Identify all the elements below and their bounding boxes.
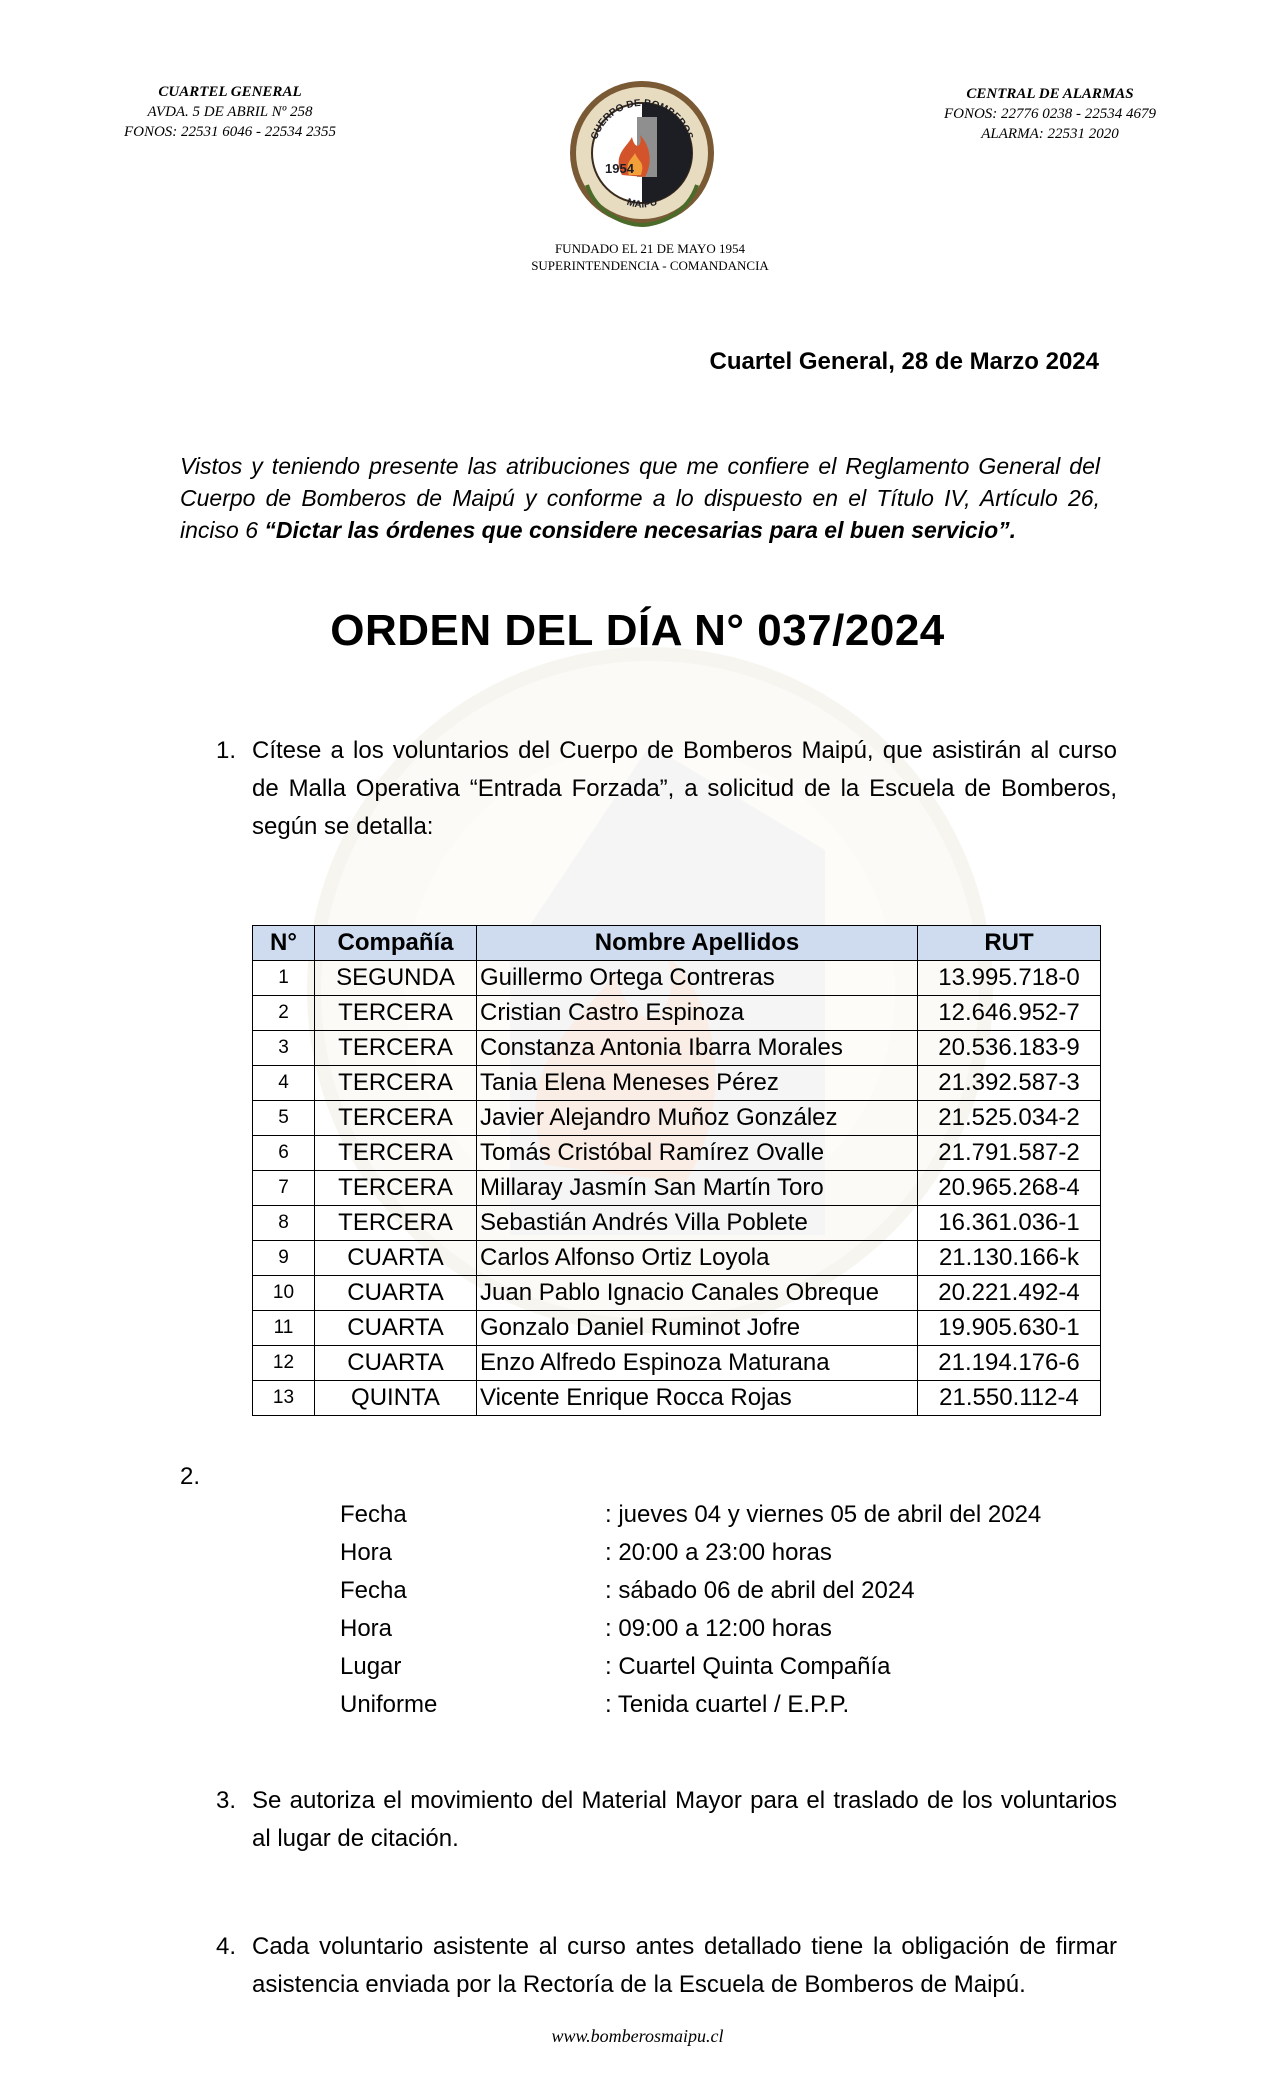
row-rut: 21.130.166-k [918, 1241, 1101, 1276]
row-name: Carlos Alfonso Ortiz Loyola [477, 1241, 918, 1276]
row-name: Tomás Cristóbal Ramírez Ovalle [477, 1136, 918, 1171]
preamble [180, 450, 1100, 546]
founded-block [450, 240, 850, 274]
alarm-center-phones: FONOS: 22776 0238 - 22534 4679 [943, 106, 1157, 122]
row-name: Guillermo Ortega Contreras [477, 961, 918, 996]
detail-label: Fecha [340, 1577, 407, 1604]
row-rut: 19.905.630-1 [918, 1311, 1101, 1346]
row-company: TERCERA [315, 1101, 477, 1136]
row-rut: 20.221.492-4 [918, 1276, 1101, 1311]
row-number: 13 [253, 1381, 315, 1416]
document-date: Cuartel General, 28 de Marzo 2024 [709, 348, 1099, 375]
detail-label: Hora [340, 1615, 393, 1642]
row-name: Juan Pablo Ignacio Canales Obreque [477, 1276, 918, 1311]
header-rut: RUT [918, 926, 1101, 961]
table-row [253, 1311, 1101, 1346]
row-number: 10 [253, 1276, 315, 1311]
table-row [253, 961, 1101, 996]
detail-label: Hora [340, 1539, 393, 1566]
department-name: SUPERINTENDENCIA - COMANDANCIA [531, 258, 769, 273]
item-number: 4. [216, 1933, 237, 1960]
row-rut: 21.791.587-2 [918, 1136, 1101, 1171]
headquarters-title: CUARTEL GENERAL [158, 84, 302, 100]
row-number: 6 [253, 1136, 315, 1171]
row-rut: 12.646.952-7 [918, 996, 1101, 1031]
row-name: Vicente Enrique Rocca Rojas [477, 1381, 918, 1416]
detail-label: Lugar [340, 1653, 402, 1680]
alarm-center-info [900, 84, 1200, 144]
row-rut: 21.194.176-6 [918, 1346, 1101, 1381]
row-company: TERCERA [315, 1206, 477, 1241]
row-name: Gonzalo Daniel Ruminot Jofre [477, 1311, 918, 1346]
table-row [253, 1206, 1101, 1241]
row-name: Cristian Castro Espinoza [477, 996, 918, 1031]
row-number: 12 [253, 1346, 315, 1381]
seal-top-text: CUERPO DE BOMBEROS [589, 97, 695, 142]
table-row [253, 1101, 1101, 1136]
row-number: 7 [253, 1171, 315, 1206]
table-row [253, 1241, 1101, 1276]
table-row [253, 1031, 1101, 1066]
table-row [253, 1276, 1101, 1311]
seal-bottom-text: MAIPÚ [625, 196, 659, 211]
row-number: 11 [253, 1311, 315, 1346]
table-row [253, 996, 1101, 1031]
alarm-center-title: CENTRAL DE ALARMAS [966, 86, 1134, 102]
website-footer: www.bomberosmaipu.cl [551, 2026, 724, 2046]
headquarters-phones: FONOS: 22531 6046 - 22534 2355 [123, 124, 337, 140]
seal-year: 1954 [605, 161, 634, 176]
row-company: TERCERA [315, 1066, 477, 1101]
row-rut: 21.525.034-2 [918, 1101, 1101, 1136]
header-number: N° [253, 926, 315, 961]
item-number: 1. [216, 737, 237, 764]
table-row [253, 1066, 1101, 1101]
item-number: 3. [216, 1787, 237, 1814]
detail-value: : sábado 06 de abril del 2024 [605, 1577, 915, 1604]
row-name: Javier Alejandro Muñoz González [477, 1101, 918, 1136]
row-number: 5 [253, 1101, 315, 1136]
row-number: 4 [253, 1066, 315, 1101]
detail-label: Uniforme [340, 1691, 438, 1718]
row-company: QUINTA [315, 1381, 477, 1416]
row-company: TERCERA [315, 1136, 477, 1171]
detail-value: : Tenida cuartel / E.P.P. [605, 1691, 850, 1718]
detail-value: : 20:00 a 23:00 horas [605, 1539, 832, 1566]
table-row [253, 1136, 1101, 1171]
row-name: Sebastián Andrés Villa Poblete [477, 1206, 918, 1241]
row-company: SEGUNDA [315, 961, 477, 996]
table-row [253, 1346, 1101, 1381]
fire-brigade-seal-icon [567, 75, 717, 235]
preamble-text: Vistos y teniendo presente las atribuciones que me confiere el Reglamento General del Cuerpo de Bomberos de Maipú y conforme a lo dispuesto en el Título IV, Artículo 26, inciso 6 [180, 453, 1100, 543]
row-company: TERCERA [315, 1031, 477, 1066]
volunteers-table [252, 925, 1101, 1416]
detail-value: : Cuartel Quinta Compañía [605, 1653, 891, 1680]
headquarters-address: AVDA. 5 DE ABRIL Nº 258 [147, 104, 313, 120]
row-rut: 20.536.183-9 [918, 1031, 1101, 1066]
row-name: Enzo Alfredo Espinoza Maturana [477, 1346, 918, 1381]
preamble-emphasis: “Dictar las órdenes que considere necesarias para el buen servicio”. [264, 517, 1017, 543]
row-rut: 21.550.112-4 [918, 1381, 1101, 1416]
row-number: 9 [253, 1241, 315, 1276]
header-company: Compañía [315, 926, 477, 961]
order-title: ORDEN DEL DÍA N° 037/2024 [330, 606, 945, 655]
row-company: CUARTA [315, 1346, 477, 1381]
table-row [253, 1381, 1101, 1416]
table-header-row [253, 926, 1101, 961]
founded-date: FUNDADO EL 21 DE MAYO 1954 [554, 241, 746, 256]
row-name: Tania Elena Meneses Pérez [477, 1066, 918, 1101]
row-rut: 21.392.587-3 [918, 1066, 1101, 1101]
headquarters-info [80, 82, 380, 142]
row-company: TERCERA [315, 1171, 477, 1206]
detail-label: Fecha [340, 1501, 407, 1528]
row-number: 2 [253, 996, 315, 1031]
row-number: 8 [253, 1206, 315, 1241]
header-name: Nombre Apellidos [477, 926, 918, 961]
row-number: 3 [253, 1031, 315, 1066]
item-text: Se autoriza el movimiento del Material Mayor para el traslado de los voluntarios al lugar de citación. [252, 1787, 1117, 1852]
row-rut: 20.965.268-4 [918, 1171, 1101, 1206]
row-rut: 13.995.718-0 [918, 961, 1101, 996]
row-number: 1 [253, 961, 315, 996]
row-company: TERCERA [315, 996, 477, 1031]
table-body [253, 961, 1101, 1416]
item-number: 2. [180, 1463, 201, 1490]
item-text: Cada voluntario asistente al curso antes detallado tiene la obligación de firmar asistencia enviada por la Rectoría de la Escuela de Bomberos de Maipú. [252, 1933, 1117, 1998]
row-company: CUARTA [315, 1311, 477, 1346]
row-rut: 16.361.036-1 [918, 1206, 1101, 1241]
alarm-center-alarm: ALARMA: 22531 2020 [981, 126, 1119, 142]
row-name: Millaray Jasmín San Martín Toro [477, 1171, 918, 1206]
detail-value: : jueves 04 y viernes 05 de abril del 2024 [605, 1501, 1042, 1528]
row-company: CUARTA [315, 1276, 477, 1311]
table-row [253, 1171, 1101, 1206]
detail-value: : 09:00 a 12:00 horas [605, 1615, 832, 1642]
item-text: Cítese a los voluntarios del Cuerpo de Bomberos Maipú, que asistirán al curso de Malla Operativa “Entrada Forzada”, a solicitud de la Escuela de Bomberos, según se detalla: [252, 737, 1117, 840]
row-name: Constanza Antonia Ibarra Morales [477, 1031, 918, 1066]
row-company: CUARTA [315, 1241, 477, 1276]
